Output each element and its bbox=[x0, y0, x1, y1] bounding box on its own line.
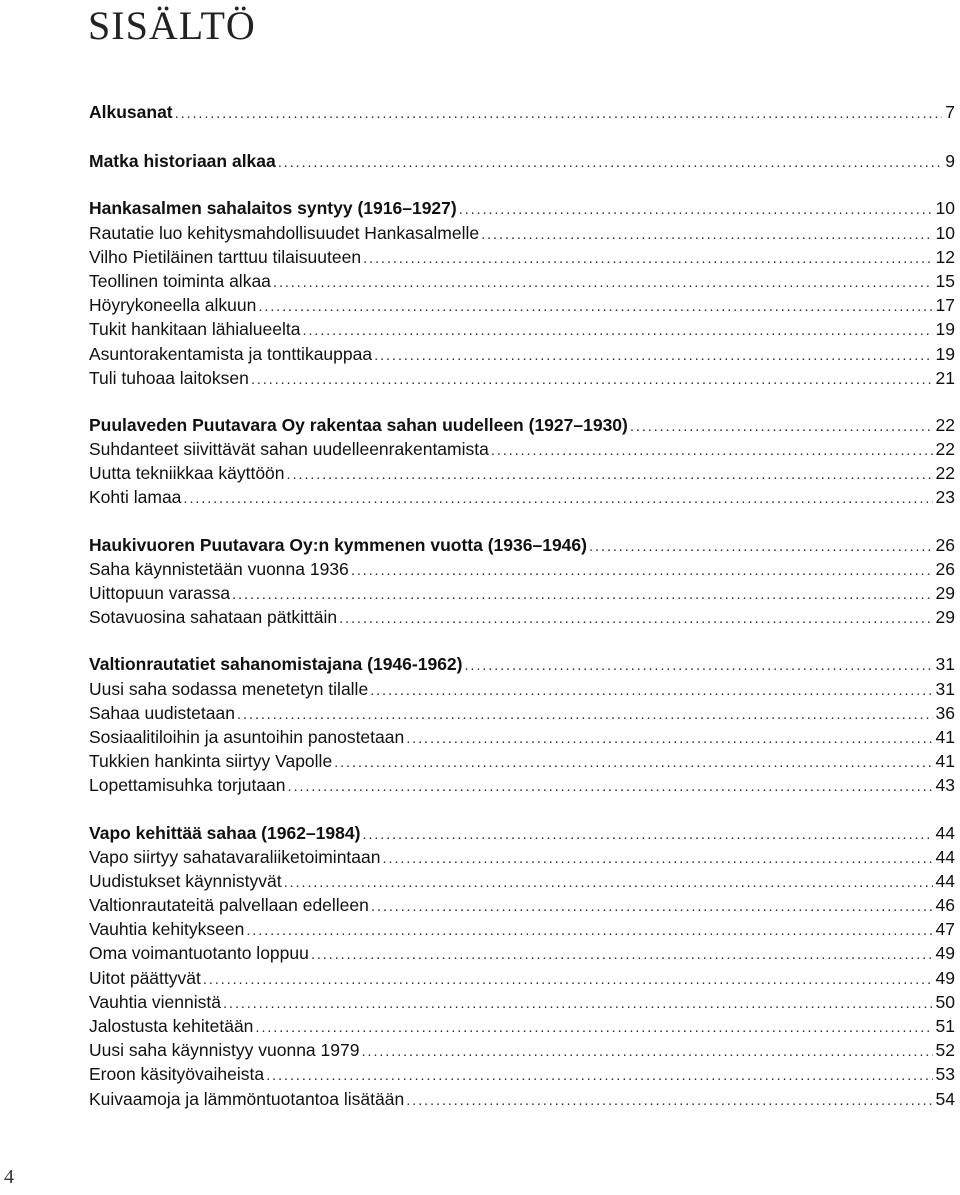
toc-entry-page: 49 bbox=[935, 967, 955, 988]
dot-leader bbox=[302, 317, 932, 341]
toc-entry-title: Kohti lamaa bbox=[89, 487, 182, 508]
toc-subsection-entry[interactable] bbox=[89, 1087, 955, 1111]
toc-entry-page: 51 bbox=[935, 1016, 955, 1036]
dot-leader bbox=[406, 1087, 932, 1111]
dot-leader bbox=[361, 1038, 932, 1062]
toc-entry-title: Rautatie luo kehitysmahdollisuudet Hankasalmelle bbox=[89, 222, 480, 243]
toc-entry-page: 21 bbox=[935, 367, 955, 388]
toc-entry-title: Vilho Pietiläinen tarttuu tilaisuuteen bbox=[89, 246, 362, 267]
toc-entry-page: 44 bbox=[935, 846, 955, 867]
dot-leader bbox=[311, 941, 933, 965]
dot-leader bbox=[630, 413, 933, 437]
toc-entry-title: Oma voimantuotanto loppuu bbox=[89, 943, 309, 964]
dot-leader bbox=[374, 342, 932, 366]
toc-subsection-entry[interactable] bbox=[89, 1038, 955, 1062]
toc-entry-title: Tukit hankitaan lähialueelta bbox=[89, 319, 301, 340]
page-title: SISÄLTÖ bbox=[88, 3, 256, 48]
toc-entry-title: Asuntorakentamista ja tonttikauppaa bbox=[89, 343, 373, 364]
toc-entry-page: 31 bbox=[935, 654, 955, 675]
toc-entry-page: 31 bbox=[935, 678, 955, 699]
toc-subsection-entry[interactable] bbox=[89, 485, 955, 509]
toc-entry-title: Uittopuun varassa bbox=[89, 583, 231, 603]
toc-entry-page: 22 bbox=[935, 463, 955, 484]
dot-leader bbox=[258, 293, 932, 317]
toc-entry-title: Lopettamisuhka torjutaan bbox=[89, 775, 286, 796]
toc-entry-title: Uusi saha käynnistyy vuonna 1979 bbox=[89, 1040, 360, 1061]
toc-entry-page: 19 bbox=[935, 343, 955, 364]
toc-entry-page: 54 bbox=[935, 1088, 955, 1109]
toc-subsection-entry[interactable] bbox=[89, 317, 955, 341]
toc-subsection-entry[interactable] bbox=[89, 893, 955, 917]
toc-chapter-entry[interactable] bbox=[89, 196, 955, 220]
toc-subsection-entry[interactable] bbox=[89, 342, 955, 366]
toc-entry-page: 47 bbox=[935, 919, 955, 940]
toc-subsection-entry[interactable] bbox=[89, 677, 955, 701]
toc-subsection-entry[interactable] bbox=[89, 701, 955, 725]
toc-subsection-entry[interactable] bbox=[89, 293, 955, 317]
toc-entry-title: Sosiaalitiloihin ja asuntoihin panostetaan bbox=[89, 726, 405, 747]
dot-leader bbox=[273, 269, 933, 293]
toc-entry-page: 41 bbox=[935, 751, 955, 772]
dot-leader bbox=[334, 749, 932, 773]
toc-entry-page: 12 bbox=[935, 246, 955, 267]
toc-entry-title: Suhdanteet siivittävät sahan uudelleenrakentamista bbox=[89, 439, 489, 460]
dot-leader bbox=[382, 845, 932, 869]
toc-section bbox=[89, 413, 955, 510]
toc-section bbox=[89, 100, 955, 124]
toc-entry-title: Tukkien hankinta siirtyy Vapolle bbox=[89, 751, 333, 772]
dot-leader bbox=[266, 1062, 932, 1086]
dot-leader bbox=[339, 605, 932, 629]
toc-entry-page: 9 bbox=[945, 151, 955, 172]
toc-entry-title: Vapo siirtyy sahatavaraliiketoimintaan bbox=[89, 846, 381, 867]
toc-entry-title: Vauhtia viennistä bbox=[89, 991, 221, 1012]
toc-entry-title: Valtionrautatiet sahanomistajana (1946-1962) bbox=[89, 654, 463, 675]
toc-subsection-entry[interactable] bbox=[89, 917, 955, 941]
toc-subsection-entry[interactable] bbox=[89, 869, 955, 893]
toc-entry-page: 29 bbox=[935, 583, 955, 603]
dot-leader bbox=[362, 821, 932, 845]
toc-entry-title: Vauhtia kehitykseen bbox=[89, 919, 245, 940]
toc-subsection-entry[interactable] bbox=[89, 437, 955, 461]
toc-entry-page: 19 bbox=[935, 319, 955, 340]
dot-leader bbox=[363, 245, 932, 269]
dot-leader bbox=[370, 677, 932, 701]
toc-section bbox=[89, 652, 955, 797]
toc-entry-title: Uitot päättyvät bbox=[89, 967, 201, 988]
toc-entry-title: Teollinen toiminta alkaa bbox=[89, 270, 271, 291]
dot-leader bbox=[237, 701, 933, 725]
toc-chapter-entry[interactable] bbox=[89, 413, 955, 437]
toc-entry-title: Haukivuoren Puutavara Oy:n kymmenen vuotta (1936–1946) bbox=[89, 534, 587, 555]
toc-subsection-entry[interactable] bbox=[89, 990, 955, 1014]
toc-entry-page: 44 bbox=[935, 870, 955, 891]
toc-entry-title: Kuivaamoja ja lämmöntuotantoa lisätään bbox=[89, 1088, 405, 1109]
toc-subsection-entry[interactable] bbox=[89, 1014, 955, 1038]
toc-entry-page: 50 bbox=[935, 991, 955, 1012]
toc-entry-page: 22 bbox=[935, 439, 955, 460]
dot-leader bbox=[481, 221, 932, 245]
toc-entry-title: Sotavuosina sahataan pätkittäin bbox=[89, 607, 338, 628]
dot-leader bbox=[284, 869, 933, 893]
toc-entry-title: Uusi saha sodassa menetetyn tilalle bbox=[89, 678, 369, 699]
toc-chapter-entry[interactable] bbox=[89, 533, 955, 557]
dot-leader bbox=[255, 1014, 932, 1038]
toc-subsection-entry[interactable] bbox=[89, 269, 955, 293]
toc-subsection-entry[interactable] bbox=[89, 245, 955, 269]
toc-section bbox=[89, 533, 955, 630]
toc-entry-title: Uudistukset käynnistyvät bbox=[89, 870, 282, 891]
toc-entry-page: 46 bbox=[935, 895, 955, 916]
toc-entry-page: 36 bbox=[935, 702, 955, 723]
toc-entry-title: Höyrykoneella alkuun bbox=[89, 295, 257, 316]
toc-entry-page: 41 bbox=[935, 726, 955, 747]
toc-chapter-entry[interactable] bbox=[89, 100, 955, 124]
toc-entry-title: Tuli tuhoaa laitoksen bbox=[89, 367, 249, 388]
toc-subsection-entry[interactable] bbox=[89, 1062, 955, 1086]
toc-entry-title: Saha käynnistetään vuonna 1936 bbox=[89, 558, 349, 579]
toc-entry-title: Puulaveden Puutavara Oy rakentaa sahan uudelleen (1927–1930) bbox=[89, 414, 628, 435]
toc-entry-title: Matka historiaan alkaa bbox=[89, 151, 276, 172]
toc-entry-page: 52 bbox=[935, 1040, 955, 1061]
toc-subsection-entry[interactable] bbox=[89, 941, 955, 965]
toc-subsection-entry[interactable] bbox=[89, 366, 955, 390]
toc-subsection-entry[interactable] bbox=[89, 845, 955, 869]
dot-leader bbox=[287, 461, 933, 485]
toc-entry-page: 7 bbox=[945, 102, 955, 122]
dot-leader bbox=[351, 557, 933, 581]
page-number: 4 bbox=[4, 1166, 14, 1188]
toc-section bbox=[89, 821, 955, 1111]
toc-subsection-entry[interactable] bbox=[89, 773, 955, 797]
dot-leader bbox=[223, 990, 933, 1014]
dot-leader bbox=[183, 485, 932, 509]
toc-section bbox=[89, 196, 955, 390]
toc-entry-title: Eroon käsityövaiheista bbox=[89, 1064, 265, 1085]
toc-entry-title: Uutta tekniikkaa käyttöön bbox=[89, 463, 285, 484]
dot-leader bbox=[232, 581, 932, 605]
toc-subsection-entry[interactable] bbox=[89, 461, 955, 485]
toc-subsection-entry[interactable] bbox=[89, 605, 955, 629]
toc-subsection-entry[interactable] bbox=[89, 749, 955, 773]
toc-chapter-entry[interactable] bbox=[89, 652, 955, 676]
toc-entry-page: 22 bbox=[935, 414, 955, 435]
dot-leader bbox=[246, 917, 932, 941]
dot-leader bbox=[464, 652, 932, 676]
toc-entry-page: 23 bbox=[935, 487, 955, 508]
toc-entry-page: 15 bbox=[935, 270, 955, 291]
dot-leader bbox=[491, 437, 933, 461]
toc-entry-page: 53 bbox=[935, 1064, 955, 1085]
toc-entry-title: Valtionrautateitä palvellaan edelleen bbox=[89, 895, 369, 916]
toc-entry-title: Alkusanat bbox=[89, 102, 173, 122]
toc-entry-page: 10 bbox=[935, 222, 955, 243]
toc-entry-page: 26 bbox=[935, 558, 955, 579]
toc-subsection-entry[interactable] bbox=[89, 966, 955, 990]
dot-leader bbox=[251, 366, 933, 390]
toc-subsection-entry[interactable] bbox=[89, 557, 955, 581]
toc-chapter-entry[interactable] bbox=[89, 821, 955, 845]
toc-subsection-entry[interactable] bbox=[89, 581, 955, 605]
table-of-contents bbox=[89, 100, 955, 1134]
toc-entry-page: 49 bbox=[935, 943, 955, 964]
toc-entry-title: Vapo kehittää sahaa (1962–1984) bbox=[89, 822, 361, 843]
toc-subsection-entry[interactable] bbox=[89, 221, 955, 245]
dot-leader bbox=[288, 773, 933, 797]
toc-entry-page: 17 bbox=[935, 295, 955, 316]
toc-section bbox=[89, 149, 955, 173]
dot-leader bbox=[589, 533, 933, 557]
toc-entry-page: 10 bbox=[935, 198, 955, 219]
dot-leader bbox=[459, 196, 933, 220]
toc-entry-title: Jalostusta kehitetään bbox=[89, 1016, 254, 1036]
toc-entry-title: Hankasalmen sahalaitos syntyy (1916–1927) bbox=[89, 198, 457, 219]
toc-subsection-entry[interactable] bbox=[89, 725, 955, 749]
dot-leader bbox=[278, 149, 943, 173]
toc-entry-page: 43 bbox=[935, 775, 955, 796]
toc-entry-page: 44 bbox=[935, 822, 955, 843]
toc-entry-page: 26 bbox=[935, 534, 955, 555]
toc-chapter-entry[interactable] bbox=[89, 149, 955, 173]
dot-leader bbox=[203, 966, 933, 990]
dot-leader bbox=[371, 893, 933, 917]
toc-entry-title: Sahaa uudistetaan bbox=[89, 702, 235, 723]
dot-leader bbox=[175, 100, 943, 124]
dot-leader bbox=[406, 725, 932, 749]
toc-entry-page: 29 bbox=[935, 607, 955, 628]
